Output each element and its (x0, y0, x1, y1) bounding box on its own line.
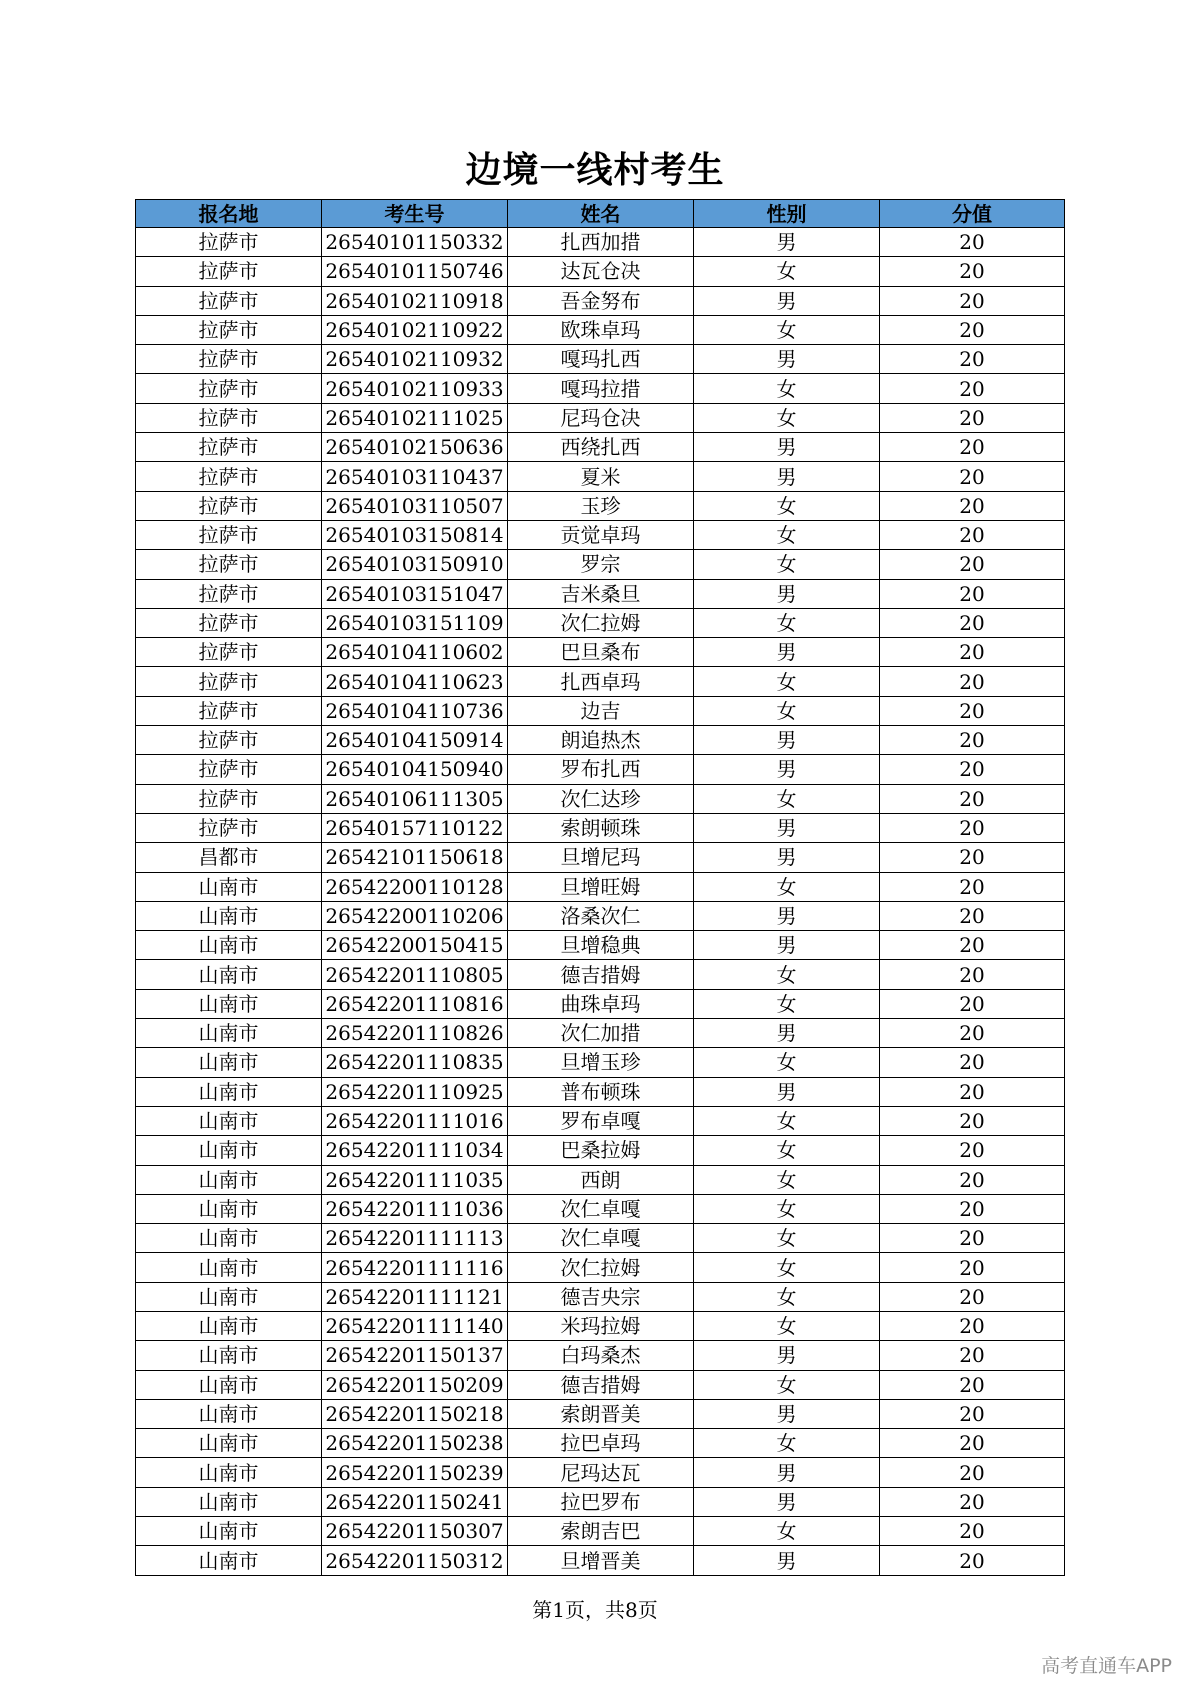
cell-score: 20 (880, 462, 1065, 491)
table-row (136, 1487, 1065, 1516)
cell-score: 20 (880, 1253, 1065, 1282)
cell-name: 罗宗 (508, 550, 694, 579)
cell-candidate-number: 26540102111025 (322, 403, 508, 432)
cell-name: 巴桑拉姆 (508, 1136, 694, 1165)
cell-name: 米玛拉姆 (508, 1311, 694, 1340)
cell-registration-place: 拉萨市 (136, 286, 322, 315)
cell-score: 20 (880, 1019, 1065, 1048)
cell-gender: 女 (694, 315, 880, 344)
cell-candidate-number: 26540103151109 (322, 608, 508, 637)
cell-registration-place: 山南市 (136, 872, 322, 901)
cell-gender: 女 (694, 1048, 880, 1077)
cell-gender: 男 (694, 1341, 880, 1370)
cell-gender: 女 (694, 960, 880, 989)
cell-candidate-number: 26540104110623 (322, 667, 508, 696)
cell-gender: 女 (694, 1106, 880, 1135)
cell-score: 20 (880, 960, 1065, 989)
cell-name: 普布顿珠 (508, 1077, 694, 1106)
cell-name: 旦增旺姆 (508, 872, 694, 901)
cell-registration-place: 山南市 (136, 1048, 322, 1077)
cell-name: 嘎玛拉措 (508, 374, 694, 403)
cell-score: 20 (880, 726, 1065, 755)
cell-candidate-number: 26542201150209 (322, 1370, 508, 1399)
cell-candidate-number: 26542200110128 (322, 872, 508, 901)
cell-name: 达瓦仓决 (508, 257, 694, 286)
cell-candidate-number: 26542201150312 (322, 1546, 508, 1575)
cell-name: 玉珍 (508, 491, 694, 520)
cell-candidate-number: 26540103110437 (322, 462, 508, 491)
cell-gender: 男 (694, 1487, 880, 1516)
cell-name: 次仁达珍 (508, 784, 694, 813)
table-row (136, 726, 1065, 755)
cell-name: 西绕扎西 (508, 433, 694, 462)
cell-score: 20 (880, 286, 1065, 315)
cell-candidate-number: 26542201111034 (322, 1136, 508, 1165)
cell-registration-place: 拉萨市 (136, 491, 322, 520)
table-row (136, 403, 1065, 432)
cell-score: 20 (880, 1370, 1065, 1399)
cell-gender: 女 (694, 1282, 880, 1311)
cell-registration-place: 拉萨市 (136, 667, 322, 696)
cell-score: 20 (880, 638, 1065, 667)
cell-score: 20 (880, 1429, 1065, 1458)
table-row (136, 1194, 1065, 1223)
table-row (136, 257, 1065, 286)
cell-name: 索朗吉巴 (508, 1517, 694, 1546)
cell-gender: 女 (694, 989, 880, 1018)
cell-score: 20 (880, 1546, 1065, 1575)
cell-name: 吾金努布 (508, 286, 694, 315)
table-row (136, 784, 1065, 813)
cell-score: 20 (880, 550, 1065, 579)
cell-name: 旦增晋美 (508, 1546, 694, 1575)
column-header-name: 姓名 (508, 200, 694, 228)
table-row (136, 286, 1065, 315)
cell-registration-place: 山南市 (136, 931, 322, 960)
cell-gender: 女 (694, 520, 880, 549)
cell-registration-place: 山南市 (136, 1106, 322, 1135)
cell-score: 20 (880, 374, 1065, 403)
cell-name: 朗追热杰 (508, 726, 694, 755)
cell-score: 20 (880, 1165, 1065, 1194)
cell-name: 嘎玛扎西 (508, 345, 694, 374)
cell-candidate-number: 26542201150238 (322, 1429, 508, 1458)
cell-candidate-number: 26540102110922 (322, 315, 508, 344)
table-row (136, 608, 1065, 637)
table-row (136, 843, 1065, 872)
cell-candidate-number: 26540104110602 (322, 638, 508, 667)
cell-registration-place: 山南市 (136, 1253, 322, 1282)
cell-score: 20 (880, 1136, 1065, 1165)
cell-candidate-number: 26540103110507 (322, 491, 508, 520)
cell-name: 扎西加措 (508, 228, 694, 257)
cell-gender: 女 (694, 1165, 880, 1194)
cell-registration-place: 拉萨市 (136, 608, 322, 637)
cell-score: 20 (880, 315, 1065, 344)
cell-score: 20 (880, 1077, 1065, 1106)
cell-candidate-number: 26540103150814 (322, 520, 508, 549)
cell-registration-place: 山南市 (136, 1487, 322, 1516)
cell-gender: 女 (694, 872, 880, 901)
cell-candidate-number: 26542200110206 (322, 901, 508, 930)
cell-name: 旦增稳典 (508, 931, 694, 960)
cell-score: 20 (880, 755, 1065, 784)
cell-score: 20 (880, 520, 1065, 549)
cell-name: 索朗晋美 (508, 1399, 694, 1428)
cell-candidate-number: 26542201111116 (322, 1253, 508, 1282)
cell-gender: 女 (694, 1194, 880, 1223)
cell-gender: 男 (694, 462, 880, 491)
cell-gender: 男 (694, 1458, 880, 1487)
table-row (136, 1282, 1065, 1311)
cell-gender: 男 (694, 638, 880, 667)
cell-name: 曲珠卓玛 (508, 989, 694, 1018)
cell-name: 旦增玉珍 (508, 1048, 694, 1077)
cell-candidate-number: 26542101150618 (322, 843, 508, 872)
cell-registration-place: 拉萨市 (136, 403, 322, 432)
cell-candidate-number: 26542201111036 (322, 1194, 508, 1223)
cell-candidate-number: 26542201111035 (322, 1165, 508, 1194)
cell-candidate-number: 26542201111121 (322, 1282, 508, 1311)
table-row (136, 1106, 1065, 1135)
cell-gender: 男 (694, 931, 880, 960)
cell-score: 20 (880, 1517, 1065, 1546)
table-row (136, 228, 1065, 257)
cell-gender: 女 (694, 608, 880, 637)
cell-candidate-number: 26542201150218 (322, 1399, 508, 1428)
cell-score: 20 (880, 667, 1065, 696)
cell-registration-place: 拉萨市 (136, 228, 322, 257)
table-row (136, 1399, 1065, 1428)
column-header-registration-place: 报名地 (136, 200, 322, 228)
cell-gender: 男 (694, 843, 880, 872)
cell-candidate-number: 26540101150746 (322, 257, 508, 286)
table-row (136, 1077, 1065, 1106)
cell-name: 次仁拉姆 (508, 1253, 694, 1282)
cell-score: 20 (880, 931, 1065, 960)
cell-registration-place: 拉萨市 (136, 813, 322, 842)
cell-registration-place: 山南市 (136, 960, 322, 989)
table-row (136, 638, 1065, 667)
cell-gender: 女 (694, 1370, 880, 1399)
table-row (136, 989, 1065, 1018)
table-row (136, 1429, 1065, 1458)
column-header-candidate-number: 考生号 (322, 200, 508, 228)
cell-name: 尼玛仓决 (508, 403, 694, 432)
cell-candidate-number: 26542201150239 (322, 1458, 508, 1487)
cell-name: 洛桑次仁 (508, 901, 694, 930)
cell-registration-place: 拉萨市 (136, 755, 322, 784)
cell-score: 20 (880, 345, 1065, 374)
table-row (136, 696, 1065, 725)
cell-registration-place: 拉萨市 (136, 345, 322, 374)
cell-score: 20 (880, 1194, 1065, 1223)
cell-gender: 男 (694, 755, 880, 784)
cell-candidate-number: 26540103151047 (322, 579, 508, 608)
cell-name: 罗布扎西 (508, 755, 694, 784)
cell-score: 20 (880, 1399, 1065, 1428)
cell-name: 扎西卓玛 (508, 667, 694, 696)
table-row (136, 579, 1065, 608)
table-header (136, 200, 1065, 228)
cell-score: 20 (880, 1282, 1065, 1311)
cell-registration-place: 拉萨市 (136, 696, 322, 725)
cell-registration-place: 山南市 (136, 1311, 322, 1340)
table-row (136, 813, 1065, 842)
cell-gender: 女 (694, 1136, 880, 1165)
cell-name: 次仁拉姆 (508, 608, 694, 637)
cell-name: 拉巴卓玛 (508, 1429, 694, 1458)
cell-score: 20 (880, 1106, 1065, 1135)
cell-candidate-number: 26540157110122 (322, 813, 508, 842)
cell-candidate-number: 26542201110835 (322, 1048, 508, 1077)
cell-gender: 男 (694, 579, 880, 608)
cell-registration-place: 拉萨市 (136, 374, 322, 403)
table-row (136, 872, 1065, 901)
cell-name: 西朗 (508, 1165, 694, 1194)
cell-gender: 男 (694, 726, 880, 755)
cell-registration-place: 山南市 (136, 1194, 322, 1223)
cell-score: 20 (880, 1341, 1065, 1370)
column-header-gender: 性别 (694, 200, 880, 228)
cell-gender: 女 (694, 696, 880, 725)
cell-candidate-number: 26540106111305 (322, 784, 508, 813)
table-row (136, 345, 1065, 374)
table-row (136, 1458, 1065, 1487)
table-row (136, 901, 1065, 930)
cell-name: 德吉措姆 (508, 1370, 694, 1399)
cell-registration-place: 山南市 (136, 1136, 322, 1165)
cell-registration-place: 昌都市 (136, 843, 322, 872)
cell-registration-place: 拉萨市 (136, 550, 322, 579)
cell-gender: 男 (694, 1019, 880, 1048)
cell-score: 20 (880, 696, 1065, 725)
table-row (136, 374, 1065, 403)
cell-gender: 男 (694, 813, 880, 842)
cell-candidate-number: 26542201110816 (322, 989, 508, 1018)
table-row (136, 462, 1065, 491)
cell-gender: 女 (694, 1311, 880, 1340)
cell-gender: 女 (694, 550, 880, 579)
table-row (136, 1370, 1065, 1399)
table-row (136, 1048, 1065, 1077)
cell-score: 20 (880, 491, 1065, 520)
cell-candidate-number: 26542201110925 (322, 1077, 508, 1106)
cell-registration-place: 拉萨市 (136, 433, 322, 462)
cell-gender: 男 (694, 1399, 880, 1428)
cell-candidate-number: 26540104150914 (322, 726, 508, 755)
cell-name: 夏米 (508, 462, 694, 491)
cell-gender: 男 (694, 1546, 880, 1575)
table-row (136, 433, 1065, 462)
cell-gender: 女 (694, 1517, 880, 1546)
cell-candidate-number: 26542201150241 (322, 1487, 508, 1516)
page-footer: 第1页，共8页 (532, 1598, 658, 1622)
cell-score: 20 (880, 813, 1065, 842)
cell-name: 贡觉卓玛 (508, 520, 694, 549)
cell-registration-place: 拉萨市 (136, 257, 322, 286)
cell-registration-place: 山南市 (136, 1399, 322, 1428)
table-row (136, 315, 1065, 344)
cell-score: 20 (880, 579, 1065, 608)
cell-gender: 女 (694, 1253, 880, 1282)
table-row (136, 1165, 1065, 1194)
cell-score: 20 (880, 433, 1065, 462)
cell-score: 20 (880, 608, 1065, 637)
table-row (136, 667, 1065, 696)
table-row (136, 1311, 1065, 1340)
cell-name: 罗布卓嘎 (508, 1106, 694, 1135)
table-row (136, 550, 1065, 579)
table-row (136, 1224, 1065, 1253)
cell-score: 20 (880, 989, 1065, 1018)
cell-registration-place: 拉萨市 (136, 784, 322, 813)
cell-registration-place: 拉萨市 (136, 579, 322, 608)
candidate-table (135, 199, 1065, 1576)
cell-score: 20 (880, 1224, 1065, 1253)
cell-score: 20 (880, 901, 1065, 930)
cell-score: 20 (880, 257, 1065, 286)
watermark-text: 高考直通车APP (1041, 1655, 1172, 1677)
cell-gender: 女 (694, 491, 880, 520)
cell-score: 20 (880, 228, 1065, 257)
cell-registration-place: 山南市 (136, 1165, 322, 1194)
cell-candidate-number: 26542201110805 (322, 960, 508, 989)
cell-gender: 男 (694, 901, 880, 930)
cell-candidate-number: 26540102110932 (322, 345, 508, 374)
table-row (136, 520, 1065, 549)
cell-score: 20 (880, 1458, 1065, 1487)
cell-candidate-number: 26540102150636 (322, 433, 508, 462)
cell-registration-place: 山南市 (136, 1370, 322, 1399)
cell-score: 20 (880, 784, 1065, 813)
cell-name: 巴旦桑布 (508, 638, 694, 667)
table-body (136, 228, 1065, 1576)
cell-candidate-number: 26542201150137 (322, 1341, 508, 1370)
cell-registration-place: 山南市 (136, 1282, 322, 1311)
table-row (136, 1253, 1065, 1282)
table-row (136, 960, 1065, 989)
cell-candidate-number: 26542201110826 (322, 1019, 508, 1048)
cell-name: 次仁加措 (508, 1019, 694, 1048)
cell-name: 拉巴罗布 (508, 1487, 694, 1516)
cell-registration-place: 山南市 (136, 1429, 322, 1458)
cell-name: 次仁卓嘎 (508, 1224, 694, 1253)
table-row (136, 755, 1065, 784)
cell-registration-place: 山南市 (136, 1077, 322, 1106)
page-title: 边境一线村考生 (465, 149, 725, 191)
cell-name: 白玛桑杰 (508, 1341, 694, 1370)
cell-candidate-number: 26542201111016 (322, 1106, 508, 1135)
cell-candidate-number: 26540101150332 (322, 228, 508, 257)
cell-score: 20 (880, 1311, 1065, 1340)
cell-registration-place: 拉萨市 (136, 638, 322, 667)
cell-candidate-number: 26540104150940 (322, 755, 508, 784)
table-row (136, 931, 1065, 960)
cell-score: 20 (880, 1048, 1065, 1077)
cell-name: 吉米桑旦 (508, 579, 694, 608)
table-row (136, 1517, 1065, 1546)
cell-gender: 男 (694, 228, 880, 257)
table-row (136, 1136, 1065, 1165)
table-row (136, 1019, 1065, 1048)
cell-name: 次仁卓嘎 (508, 1194, 694, 1223)
cell-registration-place: 拉萨市 (136, 726, 322, 755)
cell-gender: 女 (694, 667, 880, 696)
header-row (136, 200, 1065, 228)
cell-name: 尼玛达瓦 (508, 1458, 694, 1487)
cell-candidate-number: 26542201111113 (322, 1224, 508, 1253)
cell-gender: 男 (694, 345, 880, 374)
cell-registration-place: 山南市 (136, 1224, 322, 1253)
table-row (136, 1546, 1065, 1575)
cell-registration-place: 山南市 (136, 1546, 322, 1575)
cell-registration-place: 拉萨市 (136, 315, 322, 344)
cell-registration-place: 山南市 (136, 1019, 322, 1048)
column-header-score: 分值 (880, 200, 1065, 228)
cell-gender: 男 (694, 1077, 880, 1106)
table-row (136, 491, 1065, 520)
cell-candidate-number: 26540102110918 (322, 286, 508, 315)
cell-gender: 男 (694, 433, 880, 462)
cell-gender: 女 (694, 1224, 880, 1253)
cell-gender: 男 (694, 286, 880, 315)
cell-registration-place: 山南市 (136, 1458, 322, 1487)
cell-gender: 女 (694, 784, 880, 813)
cell-candidate-number: 26540102110933 (322, 374, 508, 403)
cell-registration-place: 拉萨市 (136, 462, 322, 491)
cell-candidate-number: 26542201150307 (322, 1517, 508, 1546)
cell-registration-place: 山南市 (136, 901, 322, 930)
cell-score: 20 (880, 843, 1065, 872)
cell-gender: 女 (694, 257, 880, 286)
cell-registration-place: 山南市 (136, 989, 322, 1018)
cell-name: 欧珠卓玛 (508, 315, 694, 344)
cell-candidate-number: 26542200150415 (322, 931, 508, 960)
cell-score: 20 (880, 872, 1065, 901)
cell-score: 20 (880, 403, 1065, 432)
cell-registration-place: 山南市 (136, 1341, 322, 1370)
cell-name: 索朗顿珠 (508, 813, 694, 842)
cell-name: 德吉措姆 (508, 960, 694, 989)
cell-gender: 女 (694, 374, 880, 403)
cell-score: 20 (880, 1487, 1065, 1516)
cell-registration-place: 拉萨市 (136, 520, 322, 549)
cell-gender: 女 (694, 403, 880, 432)
cell-name: 边吉 (508, 696, 694, 725)
cell-name: 旦增尼玛 (508, 843, 694, 872)
cell-name: 德吉央宗 (508, 1282, 694, 1311)
cell-registration-place: 山南市 (136, 1517, 322, 1546)
cell-candidate-number: 26540103150910 (322, 550, 508, 579)
cell-candidate-number: 26542201111140 (322, 1311, 508, 1340)
cell-candidate-number: 26540104110736 (322, 696, 508, 725)
cell-gender: 女 (694, 1429, 880, 1458)
table-row (136, 1341, 1065, 1370)
